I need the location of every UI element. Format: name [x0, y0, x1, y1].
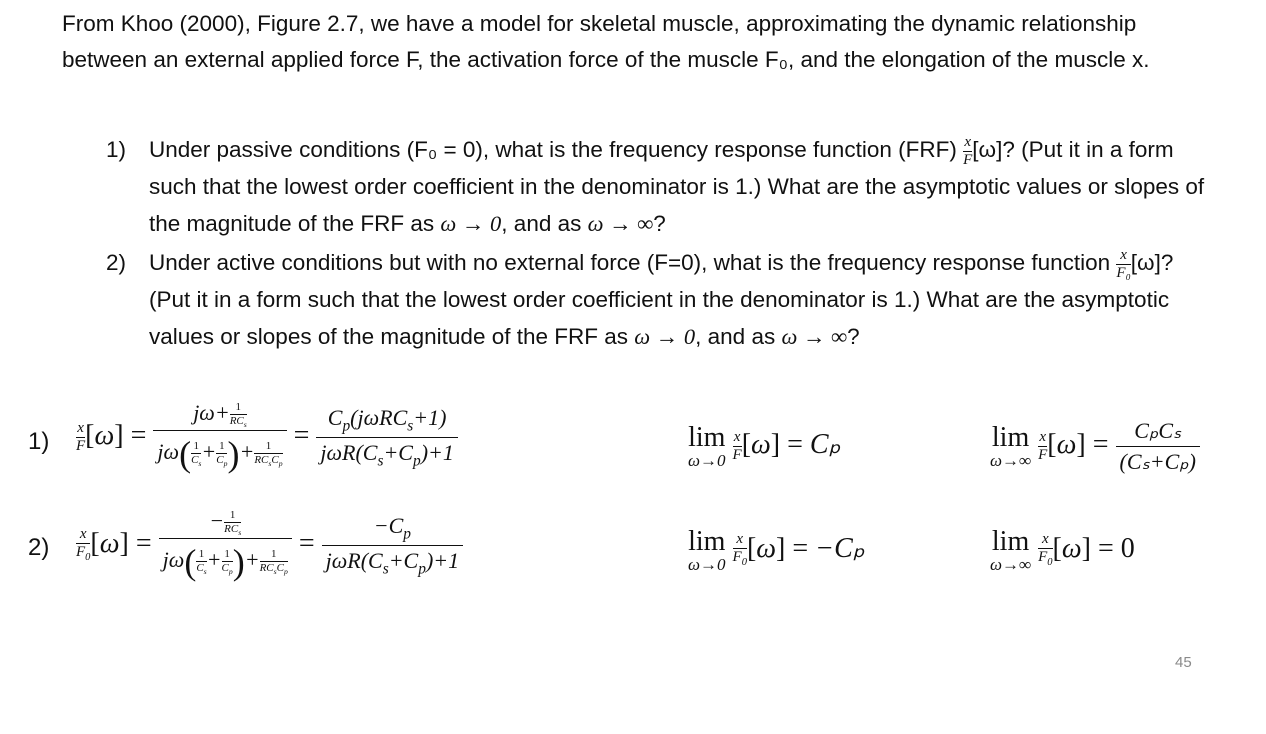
equation-fraction: − $\frac{1}{RC_s}$ jω( $\frac{1}{C_s}$ + $\frac{1}{C_p}$ )+ $\frac{1}{RC_sC_p}$ — [159, 508, 292, 583]
limit-zero: ω → 0 — [440, 211, 502, 236]
question-end: ? — [847, 324, 860, 349]
question-text-a: Under active conditions but with no external force (F=0), what is the frequency response function — [149, 250, 1111, 275]
answer-1-equation: $\frac{x}{F}$ [ω] = jω+ $\frac{1}{RC_s}$ jω( $\frac{1}{C_s}$ + $\frac{1}{C_p}$ )+ $\frac{1}{RC_sC_p}$ = $C_p(j\omega RC_s+1)$ $j\omega R(C_s+C_p)+1$ — [76, 400, 458, 475]
equation-simplified: $-C_p$ $j\omega R(C_s+C_p)+1$ — [322, 513, 464, 579]
answer-2-limit-zero: lim ω→0 $\frac{x}{F_0}$ [ω] = −Cₚ — [688, 526, 865, 574]
frf-fraction: $\frac{x}{\text{F₀}}$ — [1116, 246, 1131, 281]
intro-paragraph: From Khoo (2000), Figure 2.7, we have a model for skeletal muscle, approximating the dynamic relationship between an external applied force F, the activation force of the muscle F₀, and the elongation of the muscle x. — [62, 11, 1150, 72]
equation-simplified: $C_p(j\omega RC_s+1)$ $j\omega R(C_s+C_p)+1$ — [316, 405, 458, 471]
question-number: 1) — [106, 137, 127, 162]
question-text-b: [ω]? (Put it in a form such that the lowest order coefficient in the denominator is 1.) What are the asymptotic values or slopes of the magnitude of the FRF as — [149, 250, 1174, 349]
question-end: ? — [653, 211, 666, 236]
answer-1-limit-zero: lim ω→0 $\frac{x}{F}$ [ω] = Cₚ — [688, 422, 841, 470]
question-text-c: , and as — [695, 324, 782, 349]
equation-fraction: jω+ $\frac{1}{RC_s}$ jω( $\frac{1}{C_s}$ + $\frac{1}{C_p}$ )+ $\frac{1}{RC_sC_p}$ — [153, 400, 286, 475]
limit-infinity: ω → ∞ — [587, 211, 654, 236]
answer-1-label: 1) — [28, 428, 50, 455]
question-number: 2) — [106, 250, 127, 275]
question-1 — [106, 131, 1206, 242]
limit-infinity: ω → ∞ — [781, 324, 848, 349]
page-number: 45 — [1175, 654, 1192, 671]
answer-2-limit-infinity: lim ω→∞ $\frac{x}{F_0}$ [ω] = 0 — [990, 526, 1135, 574]
frf-fraction: $\frac{x}{F}$ — [963, 133, 973, 168]
answer-1-limit-infinity: lim ω→∞ $\frac{x}{F}$ [ω] = CₚCₛ (Cₛ+Cₚ) — [990, 418, 1200, 475]
answer-2-label: 2) — [28, 534, 50, 561]
question-text-c: , and as — [501, 211, 588, 236]
answer-2-equation: $\frac{x}{F_0}$ [ω] = − $\frac{1}{RC_s}$ jω( $\frac{1}{C_s}$ + $\frac{1}{C_p}$ )+ $\frac{1}{RC_sC_p}$ = $-C_p$ $j\omega R(C_s+C_p)+1$ — [76, 508, 463, 583]
limit-zero: ω → 0 — [634, 324, 696, 349]
question-text-a: Under passive conditions (F₀ = 0), what is the frequency response function (FRF) — [149, 137, 957, 162]
question-2 — [106, 244, 1206, 355]
question-text-b: [ω]? (Put it in a form such that the lowest order coefficient in the denominator is 1.) What are the asymptotic values or slopes of the magnitude of the FRF as — [149, 137, 1205, 236]
